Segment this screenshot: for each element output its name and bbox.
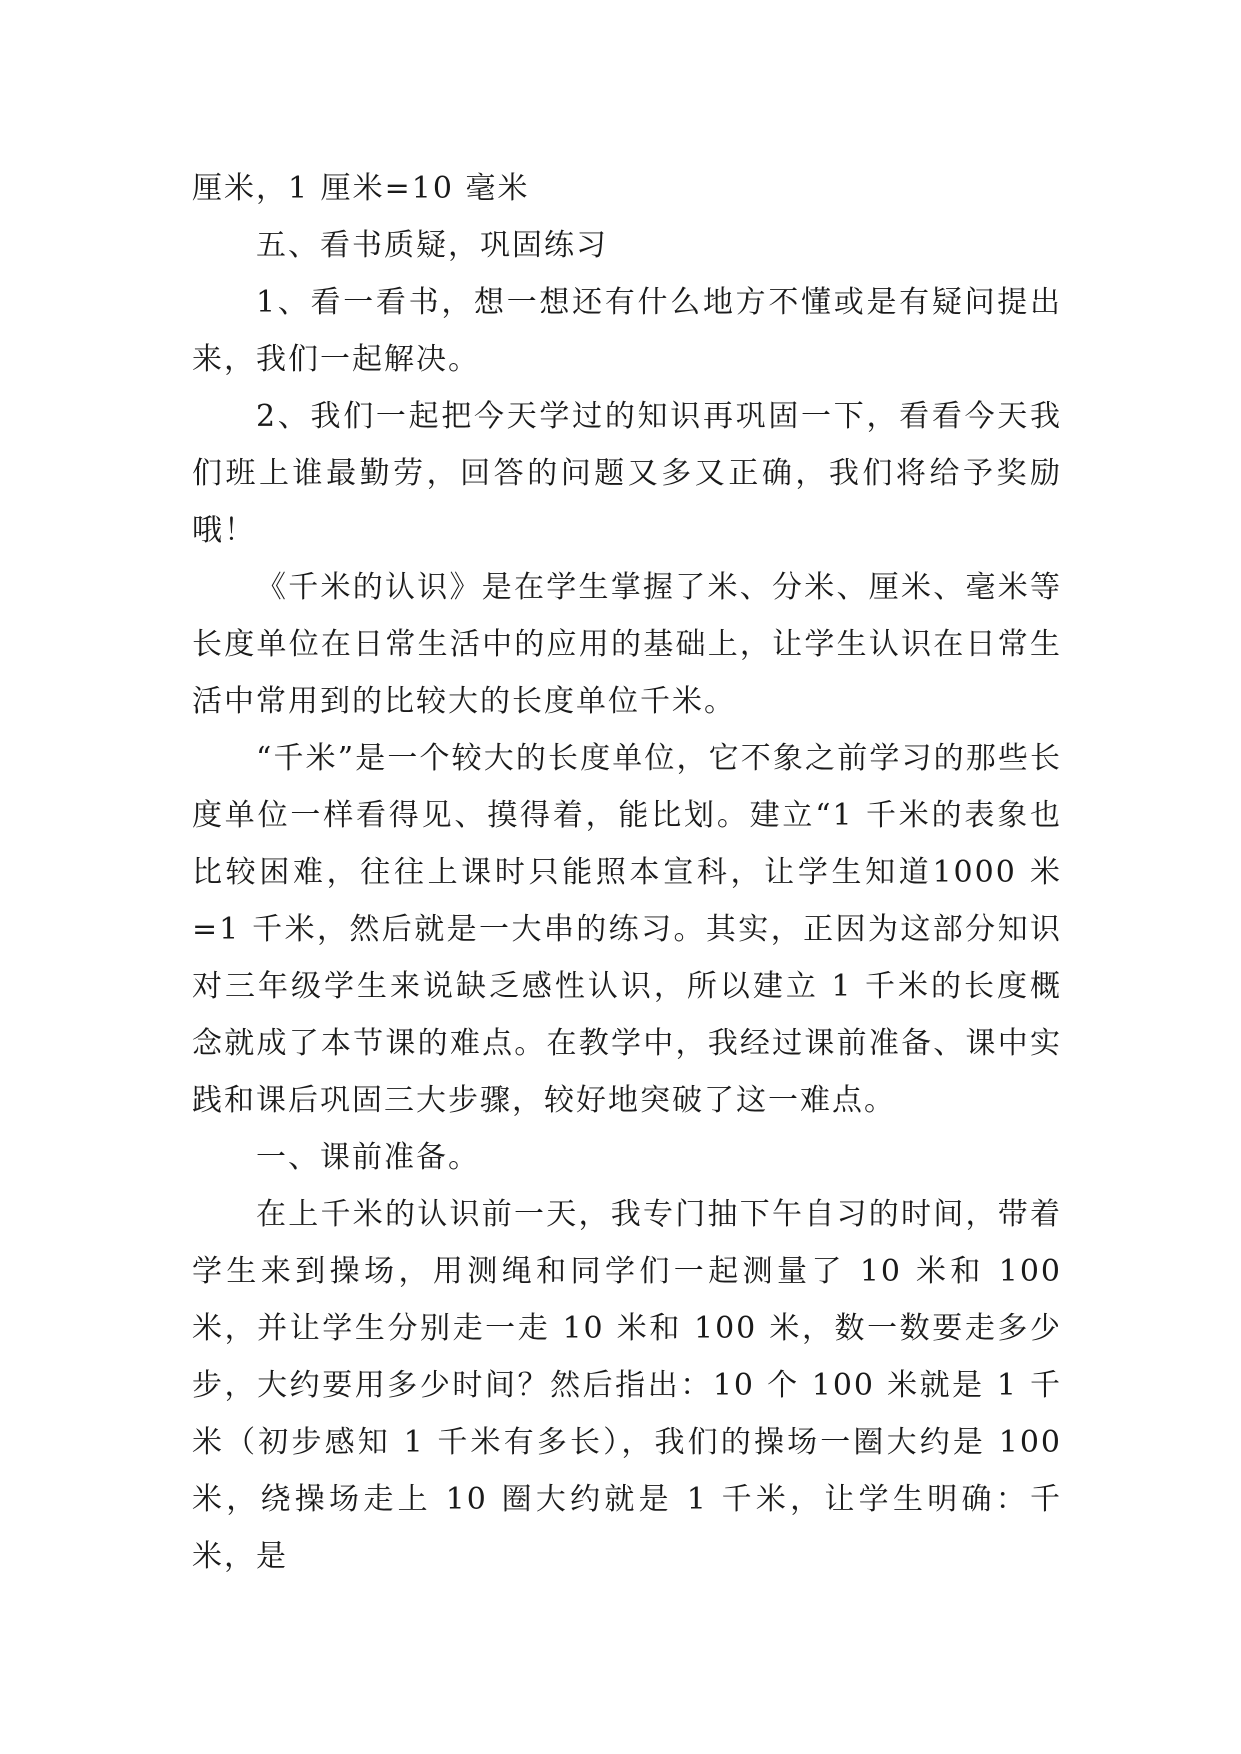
paragraph-preparation: 在上千米的认识前一天，我专门抽下午自习的时间，带着学生来到操场，用测绳和同学们一起测量了 10 米和 100米，并让学生分别走一走 10 米和 100 米，数一数要走多少步，大约要用多少时间？然后指出：10 个 100 米就是 1 千米（初步感知 1 千米有多长），我们的操场一圈大约是 100 米，绕操场走上 10 圈大约就是 1 千米，让学生明确：千米，是 [192,1197,1062,1574]
section-heading-one: 一、课前准备。 [256,1140,480,1175]
paragraph-item-2: 2、我们一起把今天学过的知识再巩固一下，看看今天我们班上谁最勤劳，回答的问题又多又正确，我们将给予奖励哦！ [192,399,1062,548]
paragraph-intro: 《千米的认识》是在学生掌握了米、分米、厘米、毫米等长度单位在日常生活中的应用的基础上，让学生认识在日常生活中常用到的比较大的长度单位千米。 [192,570,1062,719]
section-heading-five: 五、看书质疑，巩固练习 [256,228,608,263]
paragraph-continuation: 厘米，1 厘米=10 毫米 [192,171,530,206]
paragraph-item-1: 1、看一看书，想一想还有什么地方不懂或是有疑问提出来，我们一起解决。 [192,285,1062,377]
paragraph-kilometer-concept: “千米”是一个较大的长度单位，它不象之前学习的那些长度单位一样看得见、摸得着，能比划。建立“1 千米的表象也比较困难，往往上课时只能照本宣科，让学生知道1000 米=1 千米，然后就是一大串的练习。其实，正因为这部分知识对三年级学生来说缺乏感性认识，所以建立 1 千米的长度概念就成了本节课的难点。在教学中，我经过课前准备、课中实践和课后巩固三大步骤，较好地突破了这一难点。 [192,741,1062,1118]
document-body [192,160,1062,1585]
